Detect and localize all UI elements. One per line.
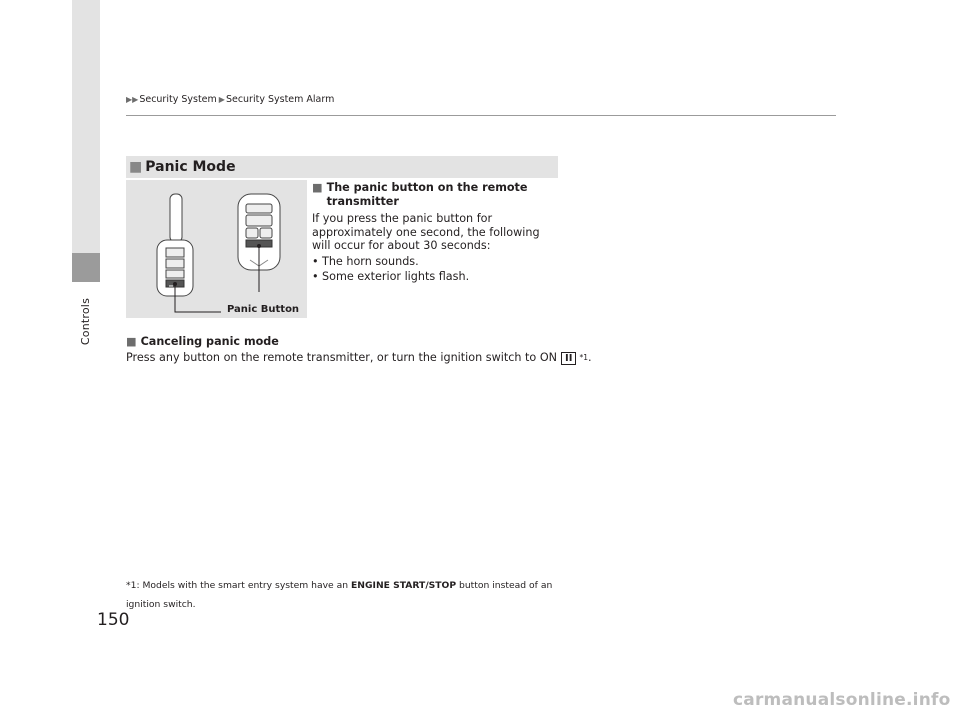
side-label: Controls xyxy=(79,298,92,346)
cancel-body xyxy=(126,351,766,365)
folding-key-icon xyxy=(157,194,193,296)
footnote-emph: ENGINE START/STOP xyxy=(351,580,457,591)
breadcrumb-item-security-system[interactable]: Security System xyxy=(139,94,217,105)
cancel-section xyxy=(126,335,766,365)
breadcrumb-item-security-system-alarm[interactable]: Security System Alarm xyxy=(225,94,335,105)
page-number: 150 xyxy=(97,610,130,630)
footnote-prefix: *1: Models with the smart entry system have an xyxy=(126,580,349,591)
side-tab-marker xyxy=(72,253,100,282)
ignition-mode-symbol: II xyxy=(561,352,576,365)
section-title: Panic Mode xyxy=(145,159,236,175)
section-header xyxy=(126,156,558,178)
panic-button-callout: Panic Button xyxy=(227,304,300,315)
remote-heading-text: The panic button on the remote transmitter xyxy=(326,181,528,208)
key-fob-illustration xyxy=(126,180,307,318)
bullet-text-horn: The horn sounds. xyxy=(322,254,419,268)
remote-heading xyxy=(312,181,560,208)
bullet-icon: • xyxy=(312,254,319,268)
cancel-heading-text: Canceling panic mode xyxy=(140,335,279,348)
footnote-ref[interactable]: *1 xyxy=(579,353,588,362)
bullet-icon: • xyxy=(312,270,319,283)
watermark: carmanualsonline.info xyxy=(733,690,951,710)
key-fob-drawing xyxy=(126,180,307,318)
footnote-suffix: button instead of an ignition switch. xyxy=(126,580,553,610)
list-item xyxy=(312,270,560,284)
bullet-text-lights: Some exterior lights flash. xyxy=(322,270,470,283)
remote-intro: If you press the panic button for approximately one second, the following will occur for about 30 seconds: xyxy=(312,212,540,252)
square-icon: ■ xyxy=(126,335,137,348)
list-item xyxy=(312,255,560,269)
square-icon: ■ xyxy=(129,159,143,175)
square-icon: ■ xyxy=(312,181,323,194)
breadcrumb xyxy=(126,94,336,105)
cancel-end: . xyxy=(587,351,592,364)
cancel-text: Press any button on the remote transmitter, or turn the ignition switch to ON xyxy=(126,351,557,364)
remote-info xyxy=(312,181,560,284)
triangle-icon: ▶ xyxy=(218,95,225,104)
side-tab xyxy=(72,0,100,253)
header-rule xyxy=(126,115,836,116)
cancel-heading xyxy=(126,335,766,349)
footnote xyxy=(126,576,576,614)
double-triangle-icon: ▶▶ xyxy=(126,95,139,104)
